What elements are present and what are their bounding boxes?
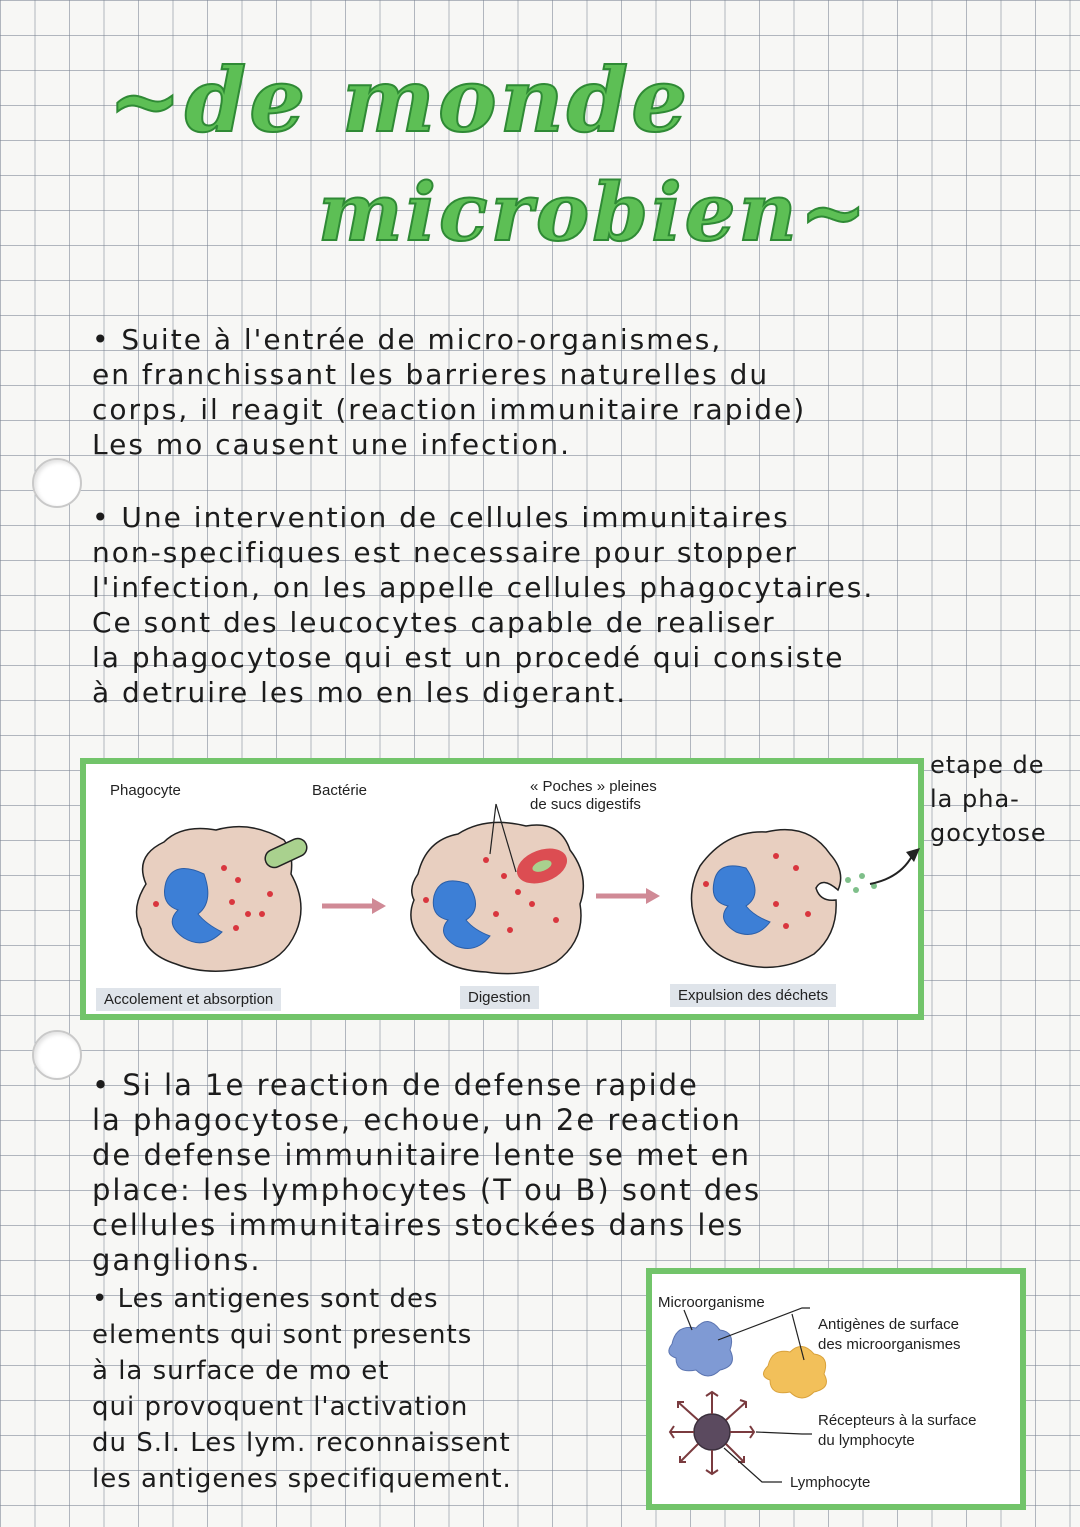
side-note-line-1: etape de [930, 751, 1045, 779]
p2-line-6: à detruire les mo en les digerant. [92, 676, 628, 709]
label-bacterie: Bactérie [312, 782, 368, 799]
p1-line-3: corps, il reagit (reaction immunitaire rapide) [92, 393, 807, 426]
p2-line-2: non-specifiques est necessaire pour stopper [92, 536, 798, 569]
p1-line-2: en franchissant les barrieres naturelles du [92, 358, 770, 391]
p2-line-5: la phagocytose qui est un procedé qui consiste [92, 641, 845, 674]
p3-line-1: • Si la 1e reaction de defense rapide [92, 1068, 699, 1102]
microorganism-yellow [763, 1346, 826, 1398]
side-note-line-3: gocytose [930, 819, 1047, 847]
phagocytosis-illustration [86, 764, 918, 1014]
page-title-line2: microbien~ [318, 165, 870, 259]
p3-line-3: de defense immunitaire lente se met en [92, 1138, 752, 1172]
p1-line-4: Les mo causent une infection. [92, 428, 572, 461]
p4-line-1: • Les antigenes sont des [92, 1284, 439, 1314]
p3-line-6: ganglions. [92, 1243, 262, 1277]
caption-digestion: Digestion [460, 986, 539, 1009]
p4-line-3: à la surface de mo et [92, 1356, 390, 1386]
label-lymphocyte: Lymphocyte [790, 1474, 871, 1491]
p1-line-1: • Suite à l'entrée de micro-organismes, [92, 323, 723, 356]
microorganism-blue [669, 1321, 733, 1376]
lymphocyte-cell [694, 1414, 730, 1450]
p4-line-4: qui provoquent l'activation [92, 1392, 469, 1422]
p3-line-2: la phagocytose, echoue, un 2e reaction [92, 1103, 742, 1137]
label-poches-2: de sucs digestifs [530, 796, 641, 813]
label-recepteurs-2: du lymphocyte [818, 1432, 915, 1449]
antigen-figure [646, 1268, 1026, 1510]
label-recepteurs-1: Récepteurs à la surface [818, 1412, 977, 1429]
phagocytosis-figure [80, 758, 924, 1020]
p4-line-2: elements qui sont presents [92, 1320, 473, 1350]
punch-hole-bottom [32, 1030, 82, 1080]
p4-line-6: les antigenes specifiquement. [92, 1464, 512, 1494]
page-title-line1: ~de monde [108, 48, 691, 152]
label-phagocyte: Phagocyte [110, 782, 181, 799]
punch-hole-top [32, 458, 82, 508]
phagocyte-cell-3 [691, 830, 840, 968]
p4-line-5: du S.I. Les lym. reconnaissent [92, 1428, 511, 1458]
caption-expulsion: Expulsion des déchets [670, 984, 836, 1007]
label-poches-1: « Poches » pleines [530, 778, 657, 795]
p2-line-4: Ce sont des leucocytes capable de realiser [92, 606, 776, 639]
p3-line-5: cellules immunitaires stockées dans les [92, 1208, 745, 1242]
p3-line-4: place: les lymphocytes (T ou B) sont des [92, 1173, 762, 1207]
p2-line-1: • Une intervention de cellules immunitaires [92, 501, 790, 534]
caption-accolement: Accolement et absorption [96, 988, 281, 1011]
label-antigenes-2: des microorganismes [818, 1336, 961, 1353]
side-note-line-2: la pha- [930, 785, 1020, 813]
p2-line-3: l'infection, on les appelle cellules phagocytaires. [92, 571, 875, 604]
label-antigenes-1: Antigènes de surface [818, 1316, 959, 1333]
label-microorganisme: Microorganisme [658, 1294, 765, 1311]
waste-particles [845, 873, 877, 893]
